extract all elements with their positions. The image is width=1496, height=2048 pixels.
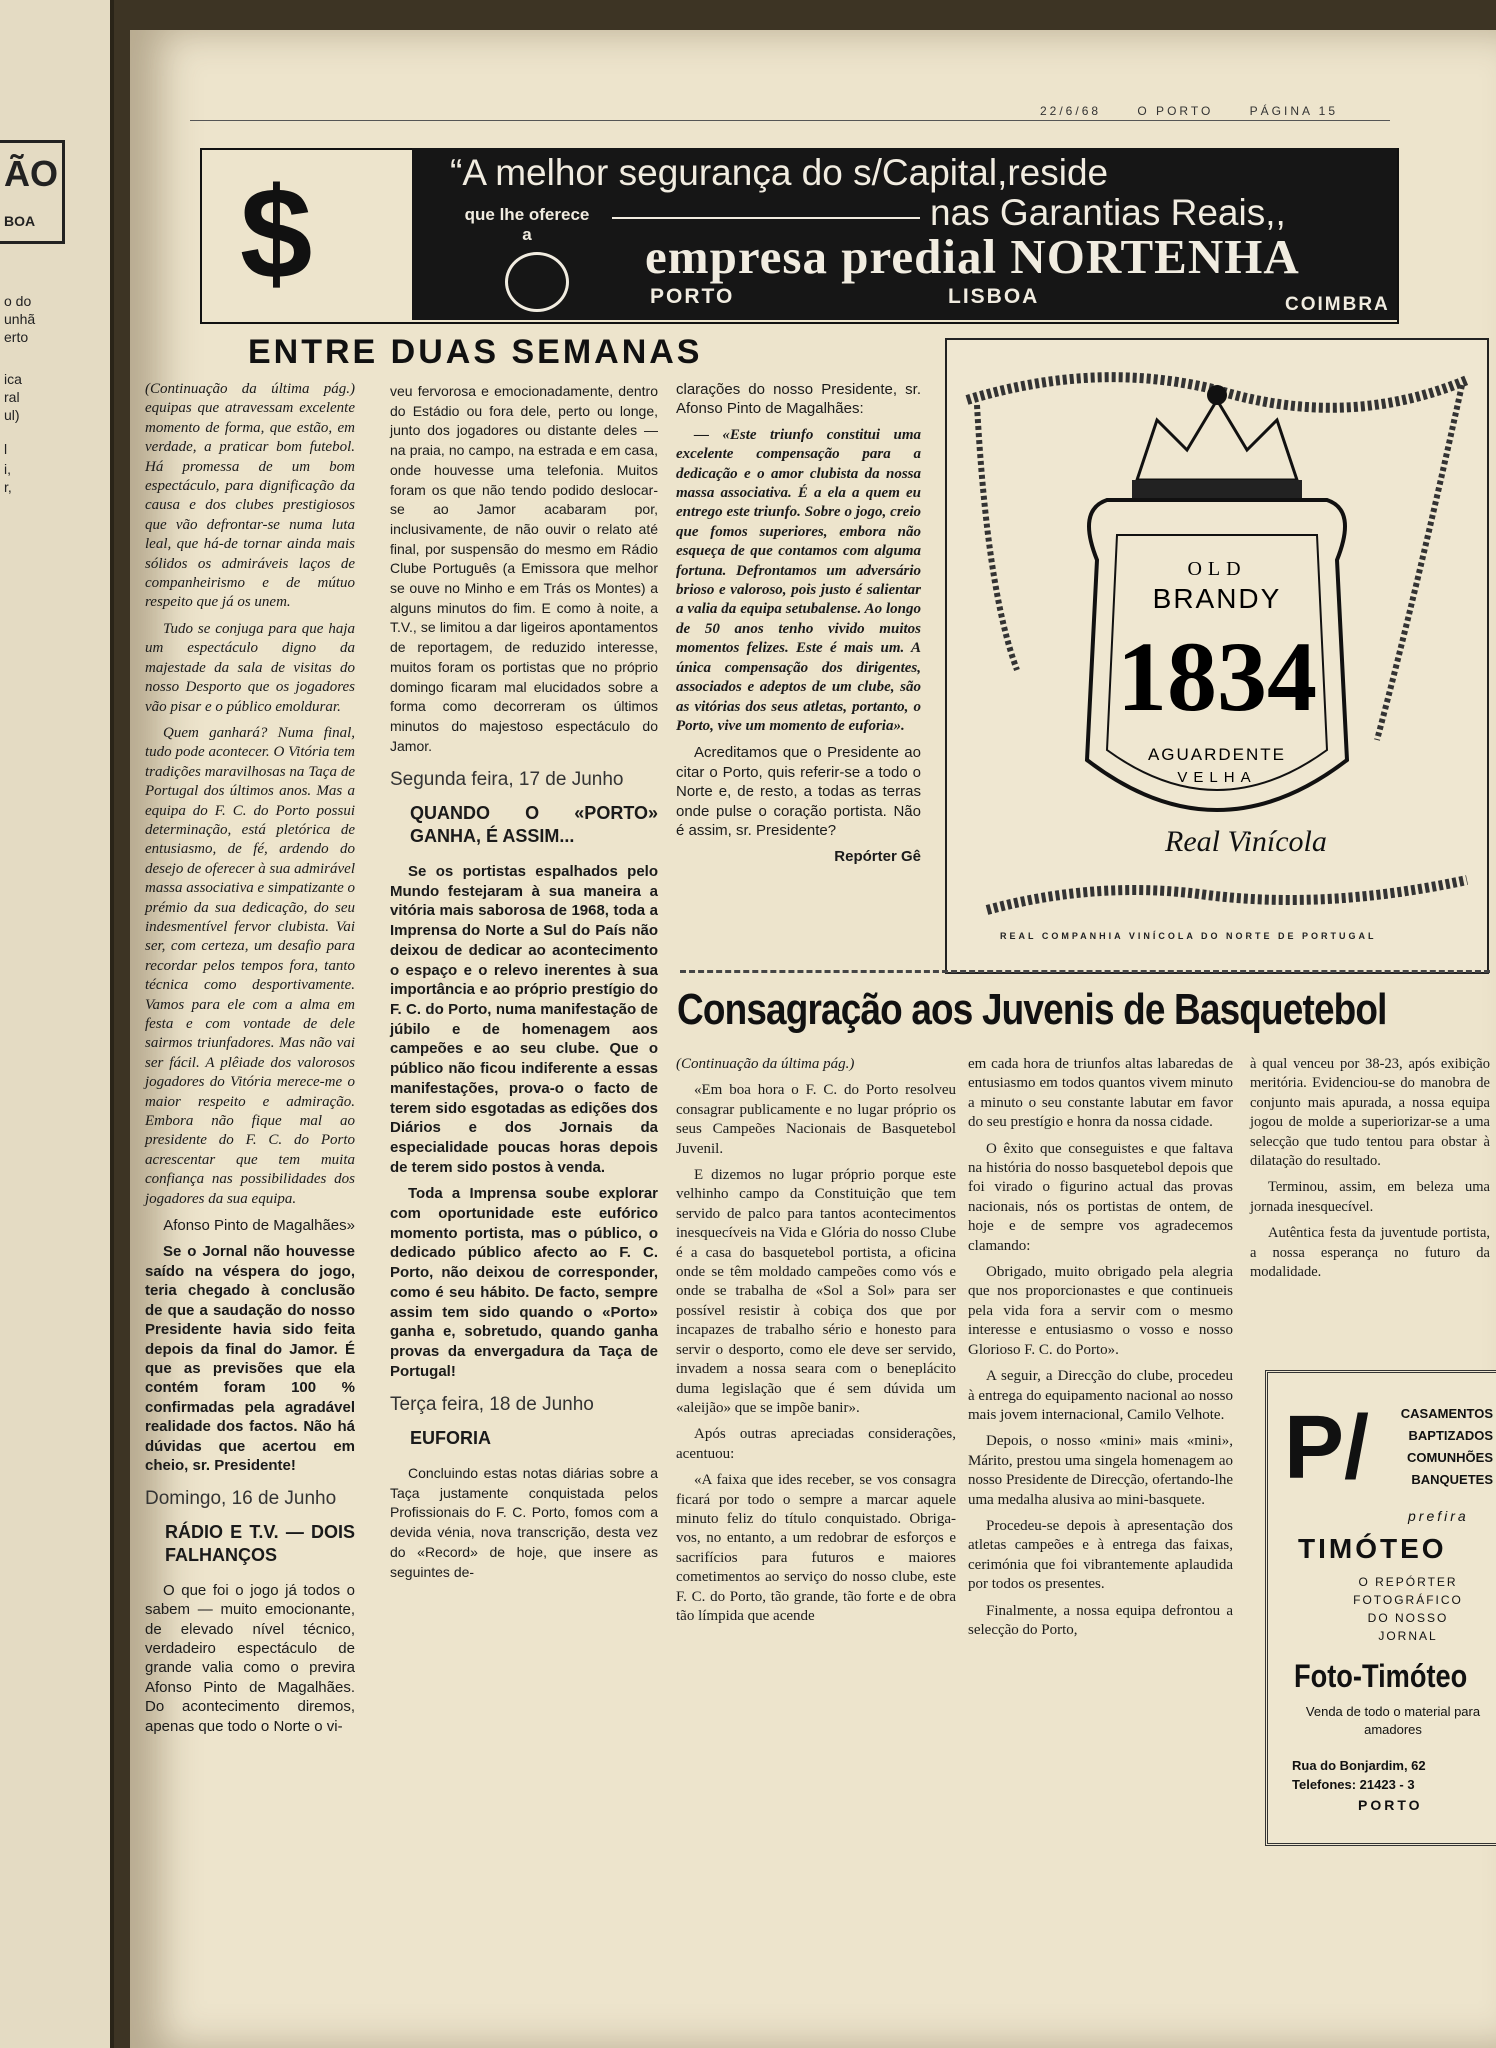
bold-paragraph: Se os portistas espalhados pelo Mundo festejaram à sua maneira a vitória mais saborosa de 1968, toda a Imprensa do Norte a Sul do País não deixou de dedicar ao acontecimento o espaço e o relevo inerentes à sua importância e ao próprio prestígio do F. C. do Porto, numa manifestação de júbilo e de homenagem aos campeões e ao seu clube. Que o público não ficou indiferente a essas manifestações, prova-o o facto de terem sido esgotadas as edições dos Diários e dos Jornais da especialidade poucas horas depois de terem sido postos à venda. xyxy=(390,863,658,1176)
bold-paragraph: Se o Jornal não houvesse saído na véspera do jogo, teria chegado à conclusão de que a saudação do nosso Presidente havia sido feita depois da final do Jamor. É que as previsões que ela contém foram 100 % confirmadas pela agradável realidade dos factos. Não há dúvidas que acertou em cheio, sr. Presidente! xyxy=(145,1243,355,1474)
tagline-line: FOTOGRÁFICO xyxy=(1353,1593,1463,1607)
paragraph: Tudo se conjuga para que haja um espectáculo digno da majestade da sala de visitas do nosso Desporto que os jogadores vão pisar e o público emoldurar. xyxy=(145,620,355,715)
photographer-name: TIMÓTEO xyxy=(1298,1533,1447,1564)
paragraph: clarações do nosso Presidente, sr. Afonso Pinto de Magalhães: xyxy=(676,381,921,418)
ad-slogan-line2: nas Garantias Reais,, xyxy=(930,192,1286,233)
paragraph: Procedeu-se depois à apresentação dos atletas campeões e à entrega das faixas, cerimónia que foi vibrantemente aplaudida por todos os presentes. xyxy=(968,1517,1233,1593)
photographer-tagline xyxy=(1328,1573,1488,1645)
paragraph: Depois, o nosso «mini» mais «mini», Márito, prestou uma singela homenagem ao nosso Presidente de Direcção, ofertando-lhe uma medalha alusiva ao mini-basquete. xyxy=(968,1433,1233,1508)
dollar-sign-icon: $ xyxy=(240,160,313,306)
left-fragment: o do xyxy=(4,293,32,309)
paragraph: veu fervorosa e emocionadamente, dentro do Estádio ou fora dele, perto ou longe, junto dos jogadores ou distante deles — na praia, no campo, na estrada e em casa, onde houvesse uma telefonia. Muitos foram os que não tendo podido deslocar-se ao Jamor acabaram por, inclusivamente, de não ouvir o relato até final, por suspensão do mesmo em Rádio Clube Português (a Emissora que melhor se ouve no Minho e em Trás os Montes) a alguns minutos do fim. E como à noite, a T.V., se limitou a dar ligeiros apontamentos de reportagem, de reduzido interesse, muitos foram os portistas que no próprio domingo ficaram mal elucidados sobre a forma como decorreram os últimos minutos do majestoso espectáculo do Jamor. xyxy=(390,383,658,754)
page-date: 22/6/68 xyxy=(1040,104,1102,118)
brandy-illustration xyxy=(947,340,1487,972)
paragraph: em cada hora de triunfos altas labaredas de entusiasmo em todos quantos vivem minuto a minuto o seu constante labutar em favor do seu prestígio e honra da nossa cidade. xyxy=(968,1056,1233,1131)
left-fragment: ral xyxy=(4,389,20,405)
article-column-1 xyxy=(145,380,355,1743)
left-fragment: ica xyxy=(4,371,22,387)
company-seal-icon xyxy=(505,252,569,312)
left-fragment: erto xyxy=(4,329,29,345)
photographer-phones: Telefones: 21423 - 3 xyxy=(1292,1777,1415,1792)
brandy-old-text: OLD xyxy=(1187,558,1247,580)
left-page-strip xyxy=(0,0,114,2048)
article-column-6 xyxy=(1250,1055,1490,1289)
tagline-line: DO NOSSO xyxy=(1367,1611,1449,1625)
service-item: CASAMENTOS xyxy=(1400,1406,1493,1421)
brandy-caption: REAL COMPANHIA VINÍCOLA DO NORTE DE PORTUGAL xyxy=(1000,931,1377,941)
ad-city: COIMBRA xyxy=(1285,294,1390,315)
tagline-line: O REPÓRTER xyxy=(1358,1575,1458,1589)
ad-city: PORTO xyxy=(650,285,735,308)
left-fragment: ul) xyxy=(4,407,20,423)
paragraph: «Em boa hora o F. C. do Porto resolveu consagrar publicamente e no lugar próprio os seus Campeões Nacionais de Basquetebol Juvenil. xyxy=(676,1082,956,1157)
brandy-type-text: AGUARDENTE xyxy=(1147,745,1287,764)
page-header xyxy=(1040,104,1368,118)
left-fragment: r, xyxy=(4,479,12,495)
ad-company-name: empresa predial NORTENHA xyxy=(645,229,1300,284)
prefira-text: prefira xyxy=(1408,1508,1469,1524)
section-divider xyxy=(680,970,1490,973)
photographer-address: Rua do Bonjardim, 62 xyxy=(1292,1758,1426,1773)
article-headline: ENTRE DUAS SEMANAS xyxy=(248,333,703,371)
brandy-signature: Real Vinícola xyxy=(1165,825,1327,858)
brandy-ad xyxy=(945,338,1489,974)
brandy-brand-text: BRANDY xyxy=(1152,583,1282,614)
header-rule xyxy=(190,120,1390,121)
ad-slogan-line1: “A melhor segurança do s/Capital,reside xyxy=(450,152,1109,193)
photographer-ad xyxy=(1265,1370,1496,1846)
paragraph: E dizemos no lugar próprio porque este velhinho campo da Constituição que tem servido de palco para tantos acontecimentos inesquecíveis na Vida e Glória do nosso Clube é a casa do basquetebol portista, a oficina onde se têm moldado campeões como vós e onde se trabalha de «Sol a Sol» para ser possível resistir à cobiça dos que por incapazes de trabalho sério e honesto para servir o desporto, como ele deve ser servido, invadem a nossa seara com o beneplácito duma legislação que é sem dúvida um «aleijão» que se impõe banir». xyxy=(676,1167,956,1416)
dateline: Segunda feira, 17 de Junho xyxy=(390,769,624,791)
photographer-logo: P/ xyxy=(1284,1398,1370,1498)
photographer-sales: Venda de todo o material para amadores xyxy=(1305,1704,1481,1737)
paragraph: Quem ganhará? Numa final, tudo pode acontecer. O Vitória tem tradições maravilhosas na Taça de Portugal dos últimos anos. Mas a equipa do F. C. do Porto possui determinação, está pletórica de entusiasmo, de fé, ardendo do desejo de oferecer à sua admirável massa associativa e simpatizante o prémio da sua dedicação, do seu indesmentível fervor clubista. Vai ser, com certeza, um desafio para recordar pelos tempos fora, tanto técnica como desportivamente. Vamos para ele com a alma em festa e com vontade de dele sairmos triunfadores. Mas não vai ser fácil. A plêiade dos valorosos jogadores do Vitória merece-me o maior respeito e admiração. Embora não fique mal ao presidente do F. C. do Porto acrescentar que tem muita confiança nas possibilidades dos jogadores da sua equipa. xyxy=(145,724,355,1207)
brandy-age-text: VELHA xyxy=(1177,769,1257,786)
left-fragment: ÃO xyxy=(4,153,58,194)
page-number: PÁGINA 15 xyxy=(1249,104,1339,118)
paper-name: O PORTO xyxy=(1137,104,1214,118)
subheading: RÁDIO E T.V. — DOIS FALHANÇOS xyxy=(165,1521,355,1565)
continuation-note: (Continuação da última pág.) xyxy=(676,1056,855,1072)
article-column-4 xyxy=(676,1055,956,1633)
service-item: BANQUETES xyxy=(1411,1472,1493,1487)
paragraph: A seguir, a Direcção do clube, procedeu à entrega do equipamento nacional ao nosso mais jovem internacional, Camilo Velhote. xyxy=(968,1368,1233,1423)
service-item: BAPTIZADOS xyxy=(1408,1428,1493,1443)
paragraph: Concluindo estas notas diárias sobre a Taça justamente conquistada pelos Profissionais do F. C. Porto, fomos com a devida vénia, nova transcrição, desta vez do «Record» de hoje, que insere as seguintes de- xyxy=(390,1465,658,1580)
paragraph: O êxito que conseguistes e que faltava na história do nosso basquetebol depois que foi virado o figurino actual das provas nacionais, nós os portistas de ontem, de hoje e de sempre vos agradecemos clamando: xyxy=(968,1140,1233,1254)
signature: Afonso Pinto de Magalhães» xyxy=(163,1217,355,1235)
quote-paragraph: — «Este triunfo constitui uma excelente compensação para a dedicação e o amor clubista da nossa massa associativa. É a ela a quem eu entrego este triunfo. Sobre o jogo, creio que fomos superiores, embora não esqueça de que contamos com alguma fortuna. Defrontamos um adversário brioso e valoroso, pois justo é salientar a valia da equipa setubalense. Ao longo de 50 anos tenho vivido muitos momentos felizes. Este é mais um. A única compensação dos dirigentes, associados e adeptos de um clube, são as vitórias dos seus atletas, portanto, o Porto, vive um momento de euforia». xyxy=(676,426,921,734)
paragraph: «A faixa que ides receber, se vos consagra ficará por todo o sempre a marcar aquele minuto feliz do título conquistado. Obriga-vos, no entanto, a um redobrar de esforços e sacrifícios para futuros e maiores cometimentos ao serviço do nosso clube, este F. C. do Porto, tão grande, tão forte e de obra tão límpida que acende xyxy=(676,1472,956,1624)
subheading: EUFORIA xyxy=(410,1428,491,1449)
basketball-headline: Consagração aos Juvenis de Basquetebol xyxy=(677,985,1387,1034)
paragraph: Finalmente, a nossa equipa defrontou a selecção do Porto, xyxy=(968,1602,1233,1638)
photographer-city: PORTO xyxy=(1358,1797,1423,1813)
left-fragment: i, xyxy=(4,461,11,477)
dateline: Terça feira, 18 de Junho xyxy=(390,1394,594,1416)
paragraph: O que foi o jogo já todos o sabem — muito emocionante, de elevado nível técnico, verdadeiro espectáculo de grande valia como o previra Afonso Pinto de Magalhães. Do acontecimento diremos, apenas que todo o Norte o vi- xyxy=(145,1581,355,1735)
ad-offer-text: que lhe oferece a xyxy=(464,205,590,244)
ad-city: LISBOA xyxy=(948,285,1040,308)
article-column-5 xyxy=(968,1055,1233,1647)
ad-divider-line xyxy=(612,217,920,219)
subheading: QUANDO O «PORTO» GANHA, É ASSIM... xyxy=(410,803,658,847)
paragraph: (Continuação da última pág.) equipas que atravessam excelente momento de forma, que estão, em verdade, a praticar bom futebol. Há promessa de um bom espectáculo, para dignificação da causa e dos clubes prestigiosos que vão defrontar-se numa luta leal, que há-de tornar ainda mais sólidos os admiráveis laços de companheirismo e de mútuo respeito que já os unem. xyxy=(145,381,355,611)
dateline: Domingo, 16 de Junho xyxy=(145,1488,337,1510)
left-fragment: BOA xyxy=(4,213,36,229)
bold-paragraph: Toda a Imprensa soube explorar com oportunidade este eufórico momento portista, mas o público, o dedicado público afecto ao F. C. Porto, não deixou de corresponder, como é seu hábito. De facto, sempre assim tem sido quando o «Porto» ganha e, sobretudo, quando ganha provas da envergadura da Taça de Portugal! xyxy=(390,1185,658,1380)
paragraph: Autêntica festa da juventude portista, a nossa esperança no futuro da modalidade. xyxy=(1250,1225,1490,1281)
paragraph: Após outras apreciadas considerações, acentuou: xyxy=(676,1426,956,1462)
brandy-year-text: 1834 xyxy=(1117,621,1317,732)
article-column-2 xyxy=(390,382,658,1589)
paragraph: Obrigado, muito obrigado pela alegria que nos proporcionastes e que continueis pela vida fora a servir com o mesmo interesse e entusiasmo o vosso e nosso Glorioso F. C. do Porto». xyxy=(968,1264,1233,1358)
paragraph: Acreditamos que o Presidente ao citar o Porto, quis referir-se a todo o Norte e, de resto, a todas as terras onde pulse o coração portista. Não é assim, sr. Presidente? xyxy=(676,744,921,839)
service-item: COMUNHÕES xyxy=(1407,1450,1493,1465)
paragraph: à qual venceu por 38-23, após exibição meritória. Evidenciou-se do manobra de conjunto mais apurada, a nossa equipa jogou de molde a superiorizar-se a uma selecção que tudo tentou para obstar à dilatação do resultado. xyxy=(1250,1056,1490,1170)
signature: Repórter Gê xyxy=(834,848,921,866)
paragraph: Terminou, assim, em beleza uma jornada inesquecível. xyxy=(1250,1179,1490,1215)
photographer-brand: Foto-Timóteo xyxy=(1294,1658,1468,1694)
photographer-services xyxy=(1378,1403,1493,1491)
article-column-3 xyxy=(676,380,921,874)
tagline-line: JORNAL xyxy=(1378,1629,1438,1643)
left-fragment: l xyxy=(4,441,8,457)
left-fragment: unhã xyxy=(4,311,36,327)
